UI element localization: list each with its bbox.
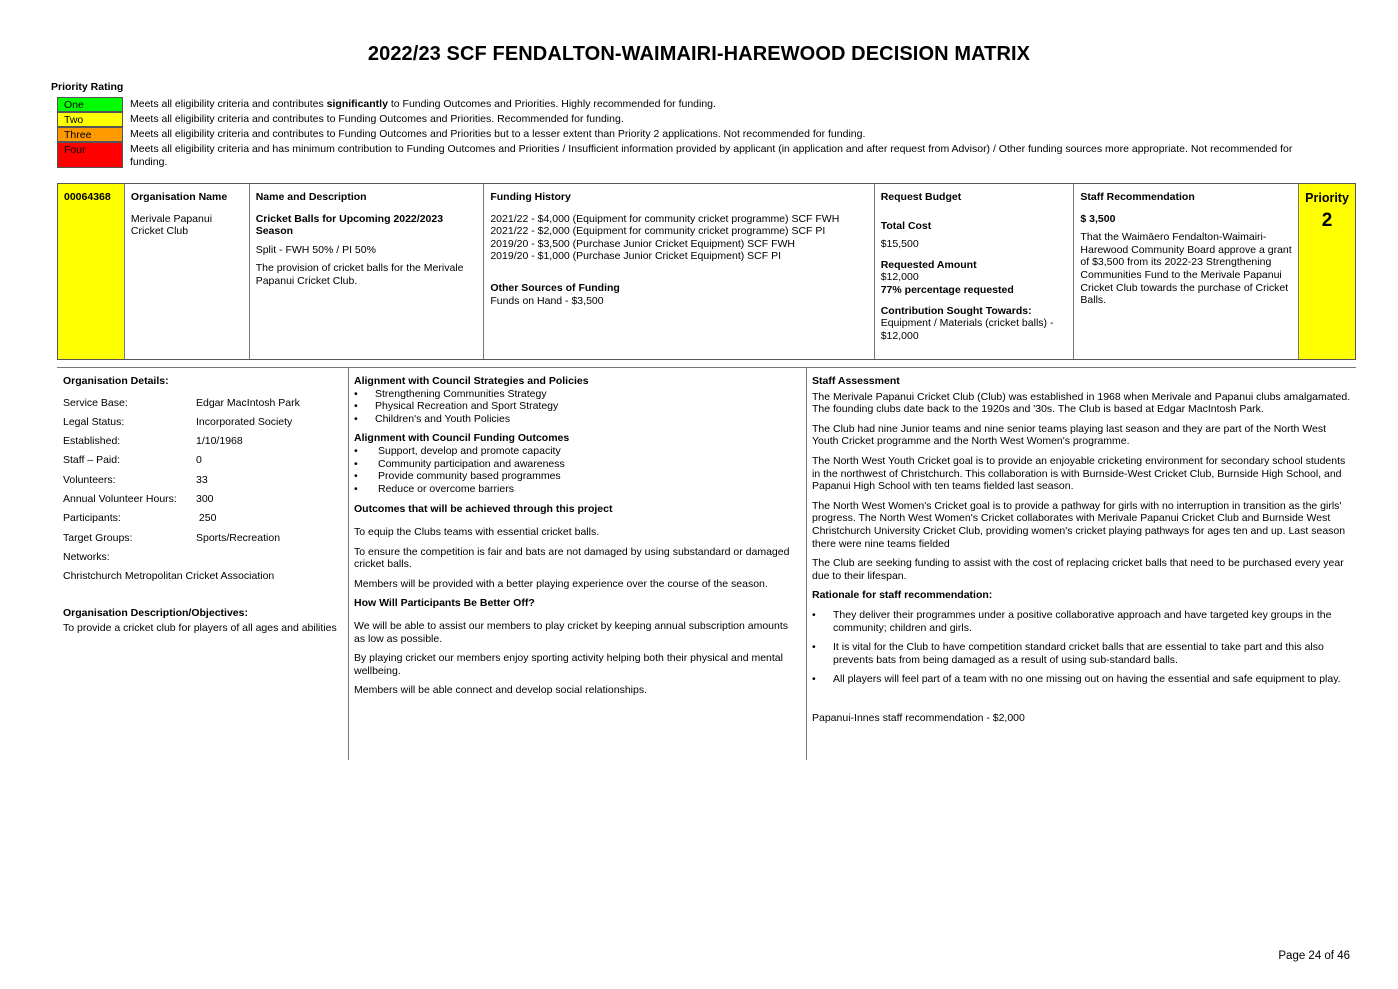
contribution-sought: Equipment / Materials (cricket balls) - $12,000 <box>880 317 1054 342</box>
detail-row: Annual Volunteer Hours: 300 <box>63 493 214 506</box>
detail-row: Service Base: Edgar MacIntosh Park <box>63 396 300 409</box>
requested-amount-label: Requested Amount <box>880 258 977 271</box>
decision-matrix-row <box>57 183 1356 360</box>
legend-swatch-one: One <box>57 97 123 112</box>
networks-value: Christchurch Metropolitan Cricket Association <box>63 570 275 583</box>
staff-recommendation-header: Staff Recommendation <box>1080 191 1195 203</box>
org-name: Merivale Papanui Cricket Club <box>130 212 213 238</box>
funding-history-header: Funding History <box>490 191 571 203</box>
list-item: • All players will feel part of a team with no one missing out on having the essential and safe equipment to play. <box>812 673 1352 686</box>
list-item: • Provide community based programmes <box>354 470 799 483</box>
project-outcome: Members will be provided with a better playing experience over the course of the season. <box>354 577 768 590</box>
objectives-text: To provide a cricket club for players of all ages and abilities <box>63 622 337 635</box>
list-item: • Children's and Youth Policies <box>354 413 799 426</box>
priority-legend <box>57 97 1317 168</box>
staff-recommendation-text: That the Waimāero Fendalton-Waimairi-Harewood Community Board approve a grant of $3,500 from its 2022-23 Strengthening Communities Fund to the Merivale Papanui Cricket Club towards the purchase of Cricket Balls. <box>1080 231 1292 307</box>
legend-swatch-two: Two <box>57 112 123 127</box>
other-sources: Funds on Hand - $3,500 <box>490 294 604 307</box>
detail-row: Participants: 250 <box>63 512 217 525</box>
org-name-header: Organisation Name <box>130 191 228 203</box>
legend-swatch-four: Four <box>57 142 123 168</box>
rationale-header: Rationale for staff recommendation: <box>812 589 993 602</box>
detail-row: Established: 1/10/1968 <box>63 435 243 448</box>
request-budget-cell <box>875 184 1075 359</box>
assessment-paragraph: The Club are seeking funding to assist with the cost of replacing cricket balls that need to be purchased every year due to their lifespan. <box>812 557 1344 582</box>
alignment-column <box>354 375 799 697</box>
assessment-paragraph: The North West Youth Cricket goal is to provide an enjoyable cricketing environment for secondary school students in the northwest of Christchurch. This collaboration is with Burnside-West Cricket Club, Burnside High School, and Papanui High School with ten teams fielded last season. <box>812 454 1346 493</box>
priority-cell <box>1299 184 1355 359</box>
priority-rating-heading: Priority Rating <box>51 81 124 93</box>
total-cost-label: Total Cost <box>880 219 932 232</box>
list-item: • Physical Recreation and Sport Strategy <box>354 400 799 413</box>
list-item: • Community participation and awareness <box>354 458 799 471</box>
page-title: 2022/23 SCF FENDALTON-WAIMAIRI-HAREWOOD DECISION MATRIX <box>367 43 1031 65</box>
list-item: • They deliver their programmes under a positive collaborative approach and have targeted key groups in the community; children and girls. <box>812 609 1352 634</box>
project-outcomes-header: Outcomes that will be achieved through this project <box>354 503 613 516</box>
papanui-recommendation: Papanui-Innes staff recommendation - $2,000 <box>812 711 1025 724</box>
org-details-header: Organisation Details: <box>63 375 169 387</box>
recommended-amount: $ 3,500 <box>1080 212 1116 225</box>
detail-row: Legal Status: Incorporated Society <box>63 415 293 428</box>
detail-row: Volunteers: 33 <box>63 473 208 486</box>
organisation-details <box>63 375 345 635</box>
priority-header: Priority <box>1305 191 1349 205</box>
better-off-item: We will be able to assist our members to play cricket by keeping annual subscription amounts as low as possible. <box>354 619 789 645</box>
funding-history-item: 2021/22 - $4,000 (Equipment for community cricket programme) SCF FWH <box>490 212 840 225</box>
column-divider <box>348 367 349 760</box>
other-sources-header: Other Sources of Funding <box>490 281 620 294</box>
funding-outcomes-list <box>354 445 799 495</box>
legend-row-three <box>57 127 1317 142</box>
funding-history-item: 2019/20 - $3,500 (Purchase Junior Cricket Equipment) SCF FWH <box>490 237 795 250</box>
detail-row: Staff – Paid: 0 <box>63 454 202 467</box>
list-item: • Strengthening Communities Strategy <box>354 388 799 401</box>
strategies-header: Alignment with Council Strategies and Policies <box>354 375 589 387</box>
legend-row-two <box>57 112 1317 127</box>
assessment-paragraph: The Merivale Papanui Cricket Club (Club) was established in 1968 when Merivale and Papanui clubs amalgamated. The founding clubs date back to the 1920s and '30s. The Club is based at Edgar MacIntosh Park. <box>812 390 1351 416</box>
name-description-header: Name and Description <box>255 191 367 203</box>
application-id: 00064368 <box>58 184 125 359</box>
project-title: Cricket Balls for Upcoming 2022/2023 Season <box>255 212 444 238</box>
funding-outcomes-header: Alignment with Council Funding Outcomes <box>354 432 570 445</box>
project-outcome: To ensure the competition is fair and bats are not damaged by using substandard or damaged cricket balls. <box>354 545 790 571</box>
legend-text-one: Meets all eligibility criteria and contributes significantly to Funding Outcomes and Priorities. Highly recommended for funding. <box>130 98 716 110</box>
project-cell <box>250 184 485 359</box>
legend-text-two: Meets all eligibility criteria and contributes to Funding Outcomes and Priorities. Recommended for funding. <box>130 113 624 125</box>
percentage-requested: 77% percentage requested <box>880 283 1014 296</box>
rationale-list <box>812 609 1352 686</box>
legend-text-three: Meets all eligibility criteria and contributes to Funding Outcomes and Priorities but to a lesser extent than Priority 2 applications. Not recommended for funding. <box>130 128 866 140</box>
list-item: • Reduce or overcome barriers <box>354 483 799 496</box>
better-off-item: Members will be able connect and develop social relationships. <box>354 684 647 697</box>
project-outcome: To equip the Clubs teams with essential cricket balls. <box>354 525 600 538</box>
organisation-cell <box>125 184 250 359</box>
funding-history-item: 2021/22 - $2,000 (Equipment for community cricket programme) SCF PI <box>490 225 826 238</box>
objectives-header: Organisation Description/Objectives: <box>63 606 248 619</box>
funding-history-item: 2019/20 - $1,000 (Purchase Junior Cricket Equipment) SCF PI <box>490 250 781 263</box>
contribution-sought-label: Contribution Sought Towards: <box>880 304 1032 317</box>
project-description: The provision of cricket balls for the Merivale Papanui Cricket Club. <box>255 262 464 287</box>
assessment-paragraph: The North West Women's Cricket goal is to provide a pathway for girls with no interruption in transition as the girls' progress. The North West Women's Cricket collaborates with Merivale Papanui Cricket Club and Burnside West Christchurch University Cricket Club, providing women's cricket playing pathways for ages ten and up. Last season there were nine teams fielded <box>812 499 1346 550</box>
legend-row-one <box>57 97 1317 112</box>
funding-split: Split - FWH 50% / PI 50% <box>255 243 376 256</box>
section-divider <box>57 367 1356 368</box>
funding-history-cell <box>484 184 874 359</box>
page-number: Page 24 of 46 <box>1278 950 1350 962</box>
total-cost: $15,500 <box>880 238 919 251</box>
legend-text-four: Meets all eligibility criteria and has minimum contribution to Funding Outcomes and Priorities / Insufficient information provided by applicant (in application and after request from Advisor) / Other funding sources more appropriate. Not recommended for funding. <box>130 143 1293 168</box>
requested-amount: $12,000 <box>880 271 919 284</box>
list-item: • It is vital for the Club to have competition standard cricket balls that are essential to take part and this also prevents bats from being damaged as a result of using sub-standard balls. <box>812 641 1352 666</box>
detail-row: Networks: <box>63 550 110 563</box>
detail-row: Target Groups: Sports/Recreation <box>63 531 281 544</box>
staff-recommendation-cell <box>1074 184 1299 359</box>
staff-assessment-header: Staff Assessment <box>812 375 900 387</box>
strategies-list <box>354 388 799 426</box>
column-divider <box>806 367 807 760</box>
legend-row-four <box>57 142 1317 168</box>
priority-value: 2 <box>1321 210 1333 231</box>
list-item: • Support, develop and promote capacity <box>354 445 799 458</box>
better-off-header: How Will Participants Be Better Off? <box>354 597 535 610</box>
assessment-paragraph: The Club had nine Junior teams and nine senior teams playing last season and they are part of the North West Youth Cricket programme and the North West Women's programme. <box>812 422 1327 448</box>
request-budget-header: Request Budget <box>880 191 962 203</box>
legend-swatch-three: Three <box>57 127 123 142</box>
better-off-item: By playing cricket our members enjoy sporting activity helping both their physical and mental wellbeing. <box>354 652 783 677</box>
staff-assessment-column <box>812 375 1352 724</box>
